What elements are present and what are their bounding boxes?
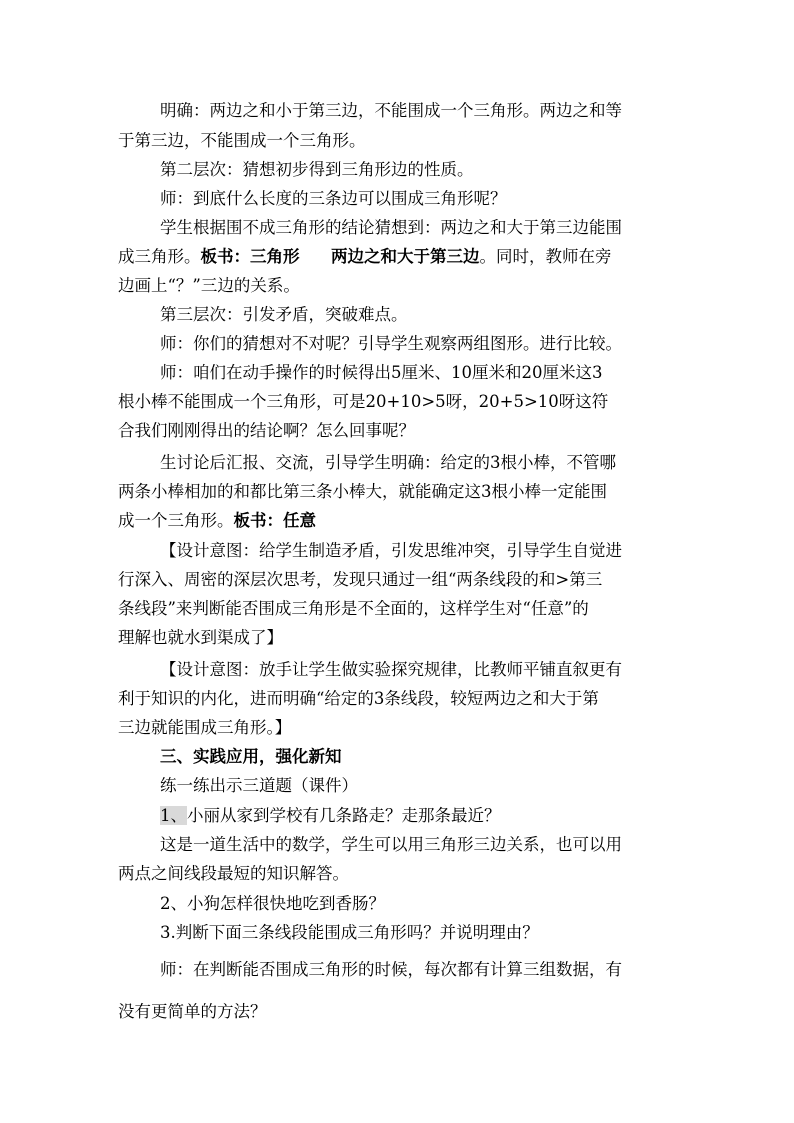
paragraph-line: 合我们刚刚得出的结论啊？怎么回事呢？ (118, 421, 415, 440)
board-writing-label: 板书：三角形 (200, 247, 300, 266)
paragraph-line: 这是一道生活中的数学，学生可以用三角形三边关系，也可以用 (160, 835, 622, 854)
line-text-after: 。同时，教师在旁 (479, 247, 612, 266)
paragraph-line: 三边就能围成三角形。】 (118, 718, 292, 737)
paragraph-line: 【设计意图：给学生制造矛盾，引发思维冲突，引导学生自觉进 (160, 541, 622, 560)
spacer (300, 247, 331, 266)
line-text: 小丽从家到学校有几条路走？走那条最近？ (187, 806, 501, 825)
paragraph-line: 两条小棒相加的和都比第三条小棒大，就能确定这3根小棒一定能围 (118, 482, 607, 501)
paragraph-line: 师：你们的猜想对不对呢？引导学生观察两组图形。进行比较。 (160, 334, 622, 353)
paragraph-line (118, 510, 316, 532)
board-writing-label: 板书：任意 (233, 511, 316, 530)
paragraph-line: 条线段”来判断能否围成三角形是不全面的，这样学生对“任意”的 (118, 599, 589, 618)
paragraph-line: 练一练出示三道题（课件） (160, 776, 358, 795)
paragraph-line: 根小棒不能围成一个三角形，可是20+10>5呀，20+5>10呀这符 (118, 392, 609, 411)
paragraph-line: 于第三边，不能围成一个三角形。 (118, 131, 366, 150)
paragraph-line: 生讨论后汇报、交流，引导学生明确：给定的3根小棒，不管哪 (160, 453, 616, 472)
paragraph-line: 明确：两边之和小于第三边，不能围成一个三角形。两边之和等 (160, 101, 622, 120)
paragraph-line: 师：在判断能否围成三角形的时候，每次都有计算三组数据，有 (160, 960, 622, 979)
paragraph-line: 3.判断下面三条线段能围成三角形吗？并说明理由？ (160, 923, 539, 942)
paragraph-line: 没有更简单的方法？ (118, 1002, 267, 1021)
board-writing-content: 两边之和大于第三边 (330, 247, 480, 266)
highlighted-number: 1、 (160, 806, 187, 825)
paragraph-line: 2、小狗怎样很快地吃到香肠？ (160, 894, 385, 913)
paragraph-line: 第二层次：猜想初步得到三角形边的性质。 (160, 160, 474, 179)
paragraph-line: 师：咱们在动手操作的时候得出5厘米、10厘米和20厘米这3 (160, 363, 603, 382)
paragraph-line: 行深入、周密的深层次思考，发现只通过一组“两条线段的和>第三 (118, 570, 603, 589)
paragraph-line: 第三层次：引发矛盾，突破难点。 (160, 305, 408, 324)
paragraph-line: 理解也就水到渠成了】 (118, 628, 283, 647)
paragraph-line: 【设计意图：放手让学生做实验探究规律，比教师平铺直叙更有 (160, 660, 622, 679)
paragraph-line: 师：到底什么长度的三条边可以围成三角形呢？ (160, 189, 507, 208)
paragraph-line: 边画上“？”三边的关系。 (118, 276, 300, 295)
paragraph-line (118, 246, 611, 268)
paragraph-line: 学生根据围不成三角形的结论猜想到：两边之和大于第三边能围 (160, 218, 622, 237)
paragraph-line: 利于知识的内化，进而明确“给定的3条线段，较短两边之和大于第 (118, 689, 599, 708)
line-text: 成一个三角形。 (118, 511, 234, 530)
paragraph-line (160, 805, 501, 827)
section-heading: 三、实践应用，强化新知 (160, 747, 342, 766)
paragraph-line: 两点之间线段最短的知识解答。 (118, 864, 349, 883)
line-text: 成三角形。 (118, 247, 201, 266)
